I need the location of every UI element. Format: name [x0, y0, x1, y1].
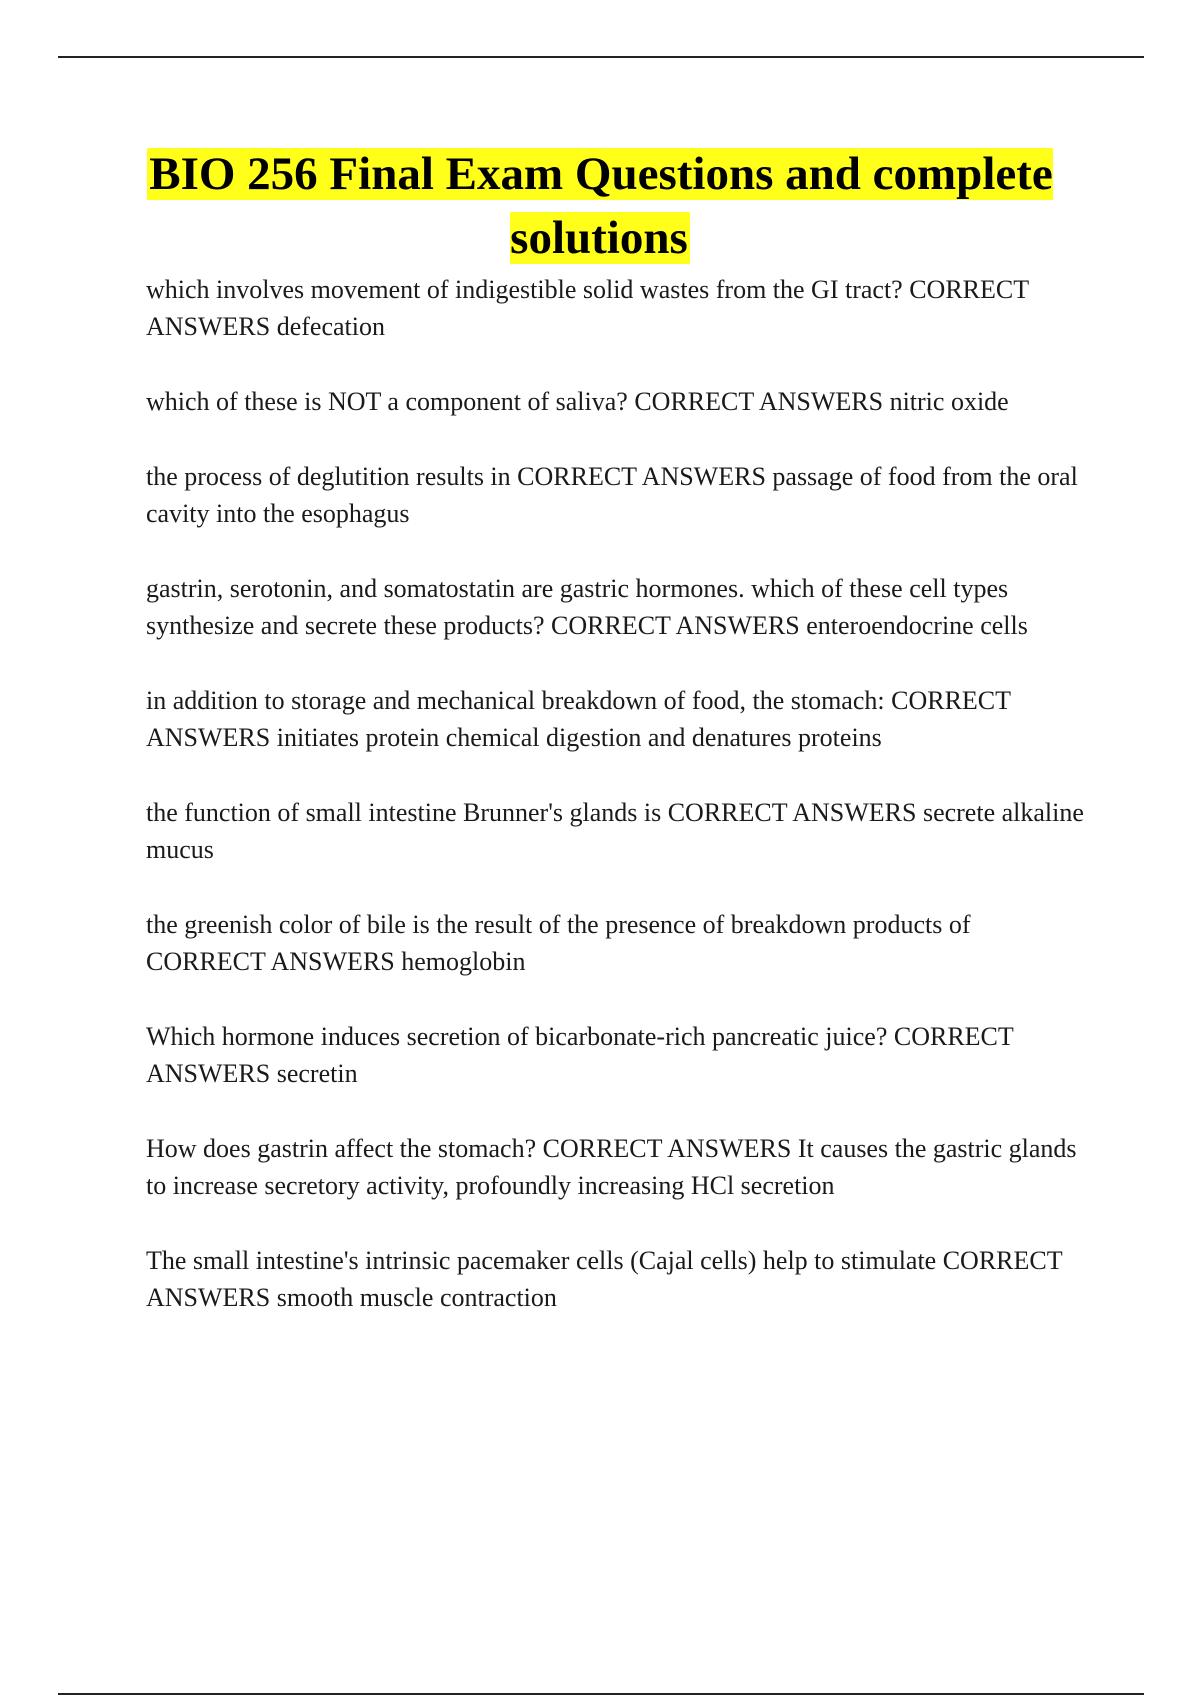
qa-item-1: which involves movement of indigestible solid wastes from the GI tract? CORRECT ANSWERS defecation: [146, 275, 1029, 341]
qa-item-3: the process of deglutition results in CORRECT ANSWERS passage of food from the oral cavity into the esophagus: [146, 462, 1078, 528]
qa-item-2: which of these is NOT a component of saliva? CORRECT ANSWERS nitric oxide: [146, 387, 1009, 416]
header-rule: [58, 56, 1144, 58]
question-list: [146, 271, 1096, 1354]
qa-item-4: gastrin, serotonin, and somatostatin are gastric hormones. which of these cell types synthesize and secrete these products? CORRECT ANSWERS enteroendocrine cells: [146, 574, 1028, 640]
qa-item-5: in addition to storage and mechanical breakdown of food, the stomach: CORRECT ANSWERS initiates protein chemical digestion and denatures proteins: [146, 686, 1011, 752]
qa-item-7: the greenish color of bile is the result of the presence of breakdown products of CORRECT ANSWERS hemoglobin: [146, 910, 971, 976]
qa-item-9: How does gastrin affect the stomach? CORRECT ANSWERS It causes the gastric glands to increase secretory activity, profoundly increasing HCl secretion: [146, 1134, 1077, 1200]
qa-item-6: the function of small intestine Brunner's glands is CORRECT ANSWERS secrete alkaline mucus: [146, 798, 1084, 864]
qa-item-8: Which hormone induces secretion of bicarbonate-rich pancreatic juice? CORRECT ANSWERS secretin: [146, 1022, 1014, 1088]
title-highlight: BIO 256 Final Exam Questions and complete solutions: [149, 148, 1053, 264]
footer-rule: [58, 1693, 1144, 1695]
document-title: [100, 142, 1100, 270]
qa-item-10: The small intestine's intrinsic pacemaker cells (Cajal cells) help to stimulate CORRECT ANSWERS smooth muscle contraction: [146, 1246, 1063, 1312]
